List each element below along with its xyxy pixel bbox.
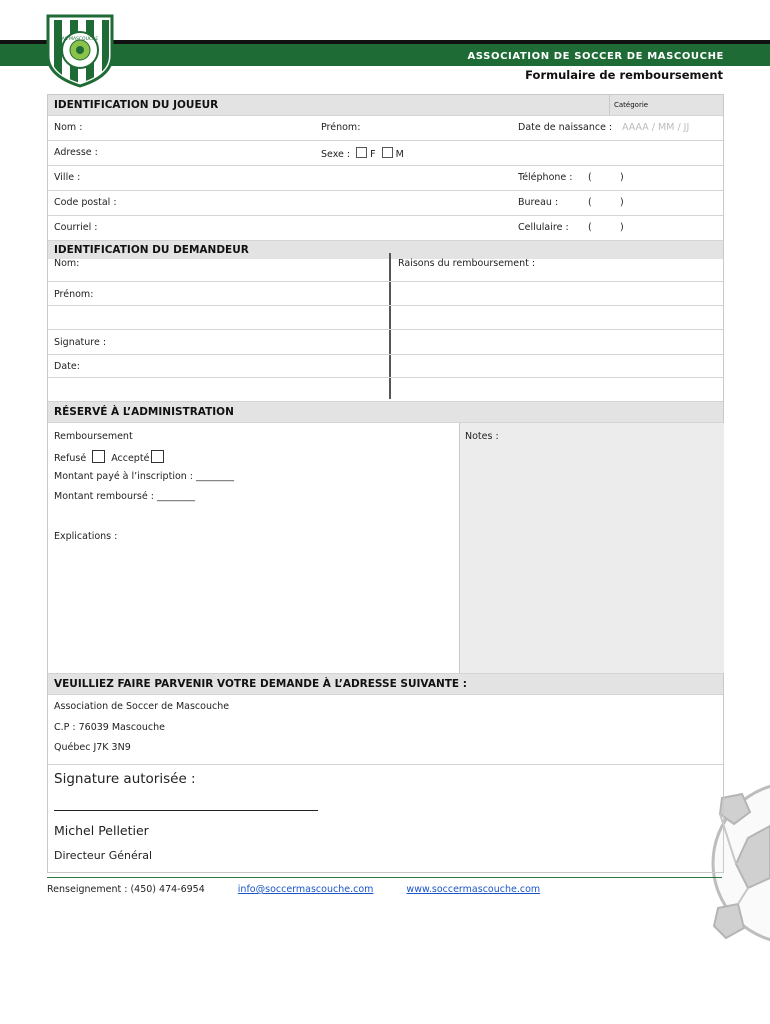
accepte-checkbox[interactable] xyxy=(151,450,164,463)
requester-date-label: Date: xyxy=(54,361,80,372)
club-logo-icon xyxy=(44,12,116,88)
address-line-3: Québec J7K 3N9 xyxy=(54,742,131,753)
footer-email-link[interactable]: info@soccermascouche.com xyxy=(237,884,374,895)
bureau-label: Bureau : xyxy=(518,197,559,208)
organization-name: ASSOCIATION DE SOCCER DE MASCOUCHE xyxy=(467,51,724,62)
section-admin-title: RÉSERVÉ À L’ADMINISTRATION xyxy=(54,406,234,418)
row-email xyxy=(48,215,723,240)
signature-title: Signature autorisée : xyxy=(54,771,196,787)
courriel-label: Courriel : xyxy=(54,222,98,233)
row-address xyxy=(48,140,723,165)
prenom-label: Prénom: xyxy=(321,122,361,133)
reimbursement-form xyxy=(47,94,724,873)
explications-label: Explications : xyxy=(54,531,118,542)
telephone-paren-close: ) xyxy=(620,172,624,183)
notes-label: Notes : xyxy=(465,431,499,442)
requester-prenom-label: Prénom: xyxy=(54,289,94,300)
notes-area[interactable] xyxy=(459,423,724,673)
row-name xyxy=(48,115,723,140)
form-title: Formulaire de remboursement xyxy=(525,68,723,82)
footer xyxy=(47,884,540,895)
telephone-paren-open: ( xyxy=(588,172,592,183)
requester-nom-label: Nom: xyxy=(54,258,80,269)
ville-label: Ville : xyxy=(54,172,81,183)
address-line-1: Association de Soccer de Mascouche xyxy=(54,701,230,712)
section-admin xyxy=(48,401,723,422)
cellulaire-paren-close: ) xyxy=(620,222,624,233)
cellulaire-paren-open: ( xyxy=(588,222,592,233)
signature-block xyxy=(48,764,723,872)
section-address xyxy=(48,673,723,694)
signature-line xyxy=(54,810,318,811)
montant-rembourse-label: Montant remboursé : ________ xyxy=(54,491,195,502)
montant-paye-label: Montant payé à l’inscription : ________ xyxy=(54,471,235,482)
admin-block xyxy=(48,422,723,673)
row-postal xyxy=(48,190,723,215)
refuse-checkbox[interactable] xyxy=(92,450,105,463)
bureau-paren-close: ) xyxy=(620,197,624,208)
raisons-label: Raisons du remboursement : xyxy=(398,258,536,269)
svg-text:AS MASCOUCHE: AS MASCOUCHE xyxy=(61,37,99,42)
birth-date-field[interactable]: AAAA / MM / JJ xyxy=(622,122,690,133)
decision-row: Refusé Accepté xyxy=(54,450,170,464)
footer-website-link[interactable]: www.soccermascouche.com xyxy=(406,884,541,895)
birth-date-label: Date de naissance : xyxy=(518,122,613,133)
remboursement-label: Remboursement xyxy=(54,431,133,442)
sex-m-checkbox[interactable] xyxy=(382,147,393,158)
section-player xyxy=(48,95,723,115)
sex-f-checkbox[interactable] xyxy=(356,147,367,158)
cellulaire-label: Cellulaire : xyxy=(518,222,569,233)
requester-block xyxy=(48,259,723,401)
sexe-label: Sexe : F M xyxy=(321,149,404,160)
address-line-2: C.P : 76039 Mascouche xyxy=(54,722,165,733)
requester-signature-label: Signature : xyxy=(54,337,107,348)
section-player-title: IDENTIFICATION DU JOUEUR xyxy=(54,99,219,111)
row-city xyxy=(48,165,723,190)
section-requester-title: IDENTIFICATION DU DEMANDEUR xyxy=(54,244,249,256)
footer-info: Renseignement : (450) 474-6954 xyxy=(47,884,205,895)
signatory-role: Directeur Général xyxy=(54,849,153,862)
bureau-paren-open: ( xyxy=(588,197,592,208)
section-address-title: VEUILLIEZ FAIRE PARVENIR VOTRE DEMANDE À L’ADRESSE SUIVANTE : xyxy=(54,678,467,690)
code-postal-label: Code postal : xyxy=(54,197,117,208)
section-requester xyxy=(48,240,723,259)
footer-rule xyxy=(47,877,722,878)
category-label: Catégorie xyxy=(609,95,723,115)
adresse-label: Adresse : xyxy=(54,147,98,158)
signatory-name: Michel Pelletier xyxy=(54,823,149,838)
telephone-label: Téléphone : xyxy=(518,172,573,183)
address-block xyxy=(48,694,723,764)
nom-label: Nom : xyxy=(54,122,83,133)
